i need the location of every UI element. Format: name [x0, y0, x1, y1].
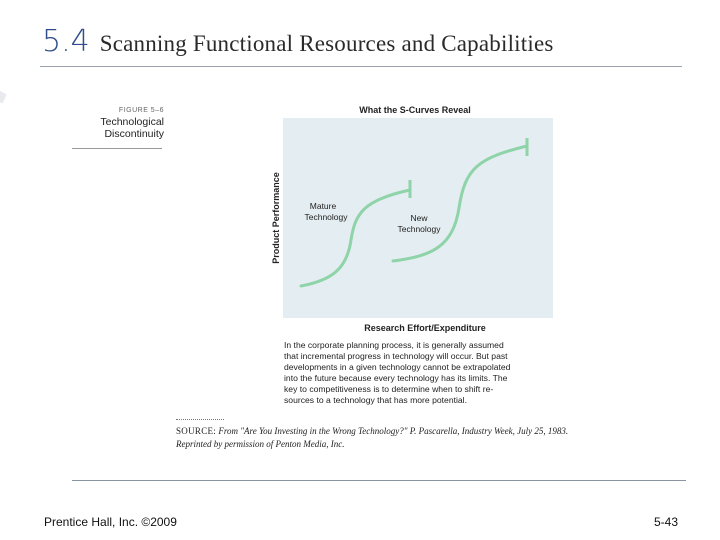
figure-name [72, 116, 164, 140]
figure-label-rule [72, 148, 162, 149]
caption-line: that incremental progress in technology will occur. But past [284, 351, 508, 361]
y-axis-label: Product Performance [271, 172, 281, 264]
figure-caption [284, 340, 559, 406]
chart-title: What the S-Curves Reveal [359, 105, 471, 115]
figure-label [72, 107, 164, 140]
source-note [176, 425, 676, 451]
footer-page-number: 5-43 [653, 515, 678, 529]
source-separator [176, 419, 224, 420]
x-axis-label: Research Effort/Expenditure [364, 323, 486, 333]
footer-copyright: Prentice Hall, Inc. ©2009 [44, 515, 177, 529]
figure-name-line1: Technological [100, 116, 164, 128]
section-title: Scanning Functional Resources and Capabilities [99, 31, 554, 56]
section-number: 5.4 [42, 24, 90, 59]
new-technology-label-line1: New [410, 213, 428, 223]
title-divider [40, 66, 682, 67]
caption-line: developments in a given technology cannot be extrapolated [284, 362, 511, 372]
figure-name-line2: Discontinuity [104, 128, 164, 140]
new-technology-label-line2: Technology [397, 224, 441, 234]
caption-line: key to competitiveness is to determine when to shift re- [284, 384, 494, 394]
caption-line: In the corporate planning process, it is generally assumed [284, 340, 504, 350]
s-curve-chart [263, 118, 563, 340]
footer-divider [72, 480, 686, 481]
mature-technology-label-line1: Mature [309, 201, 337, 211]
slide-title [42, 24, 554, 59]
source-permission: Reprinted by permission of Penton Media, Inc. [176, 439, 345, 449]
mature-technology-label-line2: Technology [304, 212, 348, 222]
caption-line: into the future because every technology has its limits. The [284, 373, 508, 383]
caption-line: sources to a technology that has more potential. [284, 395, 467, 405]
source-lead: SOURCE: [176, 426, 217, 436]
figure-number: FIGURE 5–6 [118, 107, 164, 114]
source-citation: From "Are You Investing in the Wrong Technology?" P. Pascarella, Industry Week, July 25, 1983. [218, 426, 569, 436]
